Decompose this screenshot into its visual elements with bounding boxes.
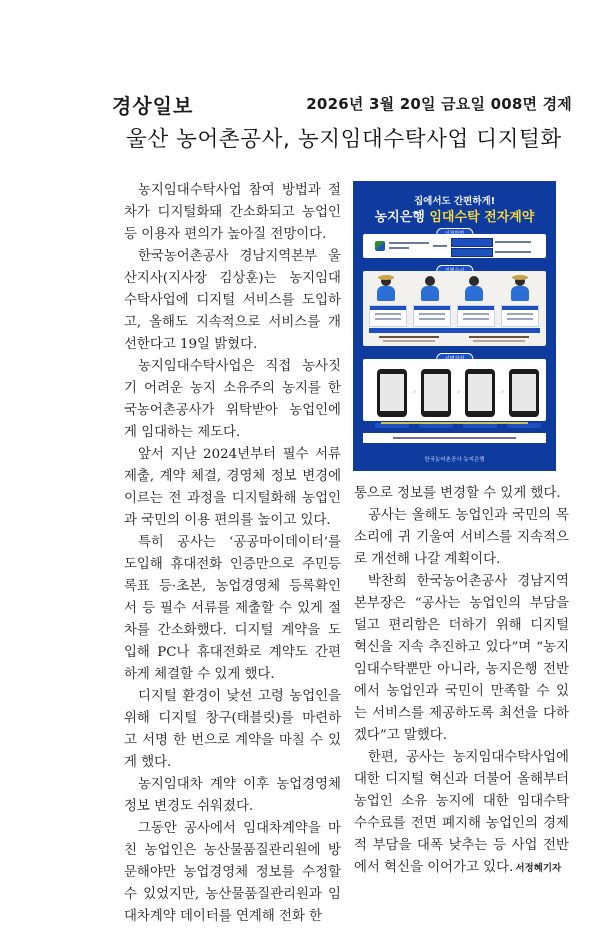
article-line: 한편, 공사는 농지임대수탁사업에	[368, 750, 569, 765]
article-line: 통으로 정보를 변경할 수 있게 했다.	[354, 486, 561, 501]
article-line: 정보 변경도 쉬워졌다.	[124, 799, 254, 814]
article-line: 적 부담을 대폭 낮추는 등 사업 전반	[354, 838, 569, 853]
article-line: 국농어촌공사가 위탁받아 농업인에	[124, 403, 341, 418]
article-line: 차를 간소화했다. 디지털 계약을 도	[124, 623, 341, 638]
article-line: 수 있었지만, 농산물품질관리원과 임	[124, 887, 341, 902]
phone-screenshot	[509, 369, 539, 417]
article-line: 박찬희 한국농어촌공사 경남지역	[368, 574, 569, 589]
article-line: 위해 디지털 창구(태블릿)를 마련하	[124, 711, 341, 726]
staff-illustration	[463, 276, 485, 302]
chevron-right-icon: ›	[457, 387, 461, 396]
dateline: 2026년 3월 20일 금요일 008면 경제	[306, 95, 572, 113]
article-paragraph	[124, 774, 341, 818]
article-image-poster	[353, 181, 556, 471]
phone-screenshot	[465, 369, 495, 417]
article-line: 농업인 소유 농지에 대한 임대수탁	[354, 794, 569, 809]
article-line: 혁신을 지속 추진하고 있다”며 “농지	[354, 640, 569, 655]
article-line: 문해야만 농업경영체 정보를 수정할	[124, 865, 341, 880]
poster-process-panel	[363, 271, 546, 346]
chevron-right-icon: ›	[501, 387, 505, 396]
article-headline: 울산 농어촌공사, 농지임대수탁사업 디지털화	[126, 127, 562, 152]
logo-icon	[375, 241, 385, 251]
article-line: 게 했다.	[124, 755, 172, 770]
article-line: 고, 올해도 지속적으로 서비스를 개	[124, 315, 341, 330]
article-line: 서 등 필수 서류를 제출할 수 있게 절	[124, 601, 341, 616]
article-line: 농지임대차 계약 이후 농업경영체	[138, 777, 341, 792]
phone-screenshot	[421, 369, 451, 417]
article-line: 선한다고 19일 밝혔다.	[124, 337, 258, 352]
article-paragraph	[124, 356, 341, 444]
article-line: 디지털 환경이 낯선 고령 농업인을	[138, 689, 341, 704]
article-paragraph	[354, 483, 569, 505]
article-line: 에서 혁신을 이어가고 있다.	[354, 860, 514, 875]
article-line: 이르는 전 과정을 디지털화해 농업인	[124, 491, 341, 506]
phone-screenshot	[377, 369, 407, 417]
article-line: 차가 디지털화돼 간소화되고 농업인	[124, 205, 341, 220]
article-paragraph	[354, 571, 569, 747]
article-line: 친 농업인은 농산물품질관리원에 방	[124, 843, 341, 858]
article-line: 수탁사업에 디지털 서비스를 도입하	[124, 293, 341, 308]
article-line: 농지임대수탁사업은 직접 농사짓	[138, 359, 341, 374]
poster-apply-panel	[363, 234, 546, 258]
poster-subtitle: 집에서도 간편하게!	[413, 196, 496, 207]
newspaper-name: 경상일보	[112, 94, 194, 118]
article-line: 수수료를 전면 폐지해 농업인의 경제	[354, 816, 569, 831]
article-line: 고 서명 한 번으로 계약을 마칠 수 있	[124, 733, 341, 748]
farmer-illustration	[375, 276, 397, 302]
article-line: 게 임대하는 제도다.	[124, 425, 241, 440]
article-line: 대차계약 데이터를 연계해 전화 한	[124, 909, 323, 924]
article-line: 본부장은 “공사는 농업인의 부담을	[354, 596, 569, 611]
masthead	[112, 90, 572, 118]
article-paragraph	[124, 444, 341, 532]
article-line: 앞서 지난 2024년부터 필수 서류	[138, 447, 341, 462]
article-line: 농지임대수탁사업 참여 방법과 절	[138, 183, 341, 198]
poster-signing-panel	[363, 359, 546, 421]
article-line: 기 어려운 농지 소유주의 농지를 한	[124, 381, 341, 396]
article-line: 산지사(지사장 김상훈)는 농지임대	[124, 271, 341, 286]
farmer-illustration	[509, 276, 531, 302]
article-line: 입해 PC나 휴대전화로 계약도 간편	[124, 645, 341, 660]
article-line: 대한 디지털 혁신과 더불어 올해부터	[354, 772, 569, 787]
article-paragraph	[354, 747, 569, 880]
article-paragraph	[124, 686, 341, 774]
article-line: 임대수탁뿐만 아니라, 농지은행 전반	[354, 662, 569, 677]
article-body-right-column	[354, 483, 569, 880]
poster-notice	[363, 433, 546, 443]
article-line: 는 서비스를 제공하도록 최선을 다하	[354, 706, 569, 721]
article-line: 그동안 공사에서 임대차계약을 마	[138, 821, 341, 836]
article-paragraph	[124, 532, 341, 686]
article-line: 한국농어촌공사 경남지역본부 울	[138, 249, 341, 264]
article-line: 과 국민의 이용 편의를 높이고 있다.	[124, 513, 331, 528]
poster-title: 농지은행 임대수탁 전자계약	[374, 210, 535, 225]
byline: 서정혜기자	[515, 863, 562, 874]
article-line: 도입해 휴대전화 인증만으로 주민등	[124, 557, 341, 572]
article-line: 공사는 올해도 농업인과 국민의 목	[368, 508, 569, 523]
article-line: 소리에 귀 기울여 서비스를 지속적으	[354, 530, 569, 545]
article-paragraph	[124, 246, 341, 356]
article-line: 덜고 편리함은 더하기 위해 디지털	[354, 618, 569, 633]
article-line: 제출, 계약 체결, 경영체 정보 변경에	[124, 469, 341, 484]
article-paragraph	[124, 180, 341, 246]
article-body-left-column	[124, 180, 341, 928]
article-paragraph	[354, 505, 569, 571]
chevron-right-icon: ›	[413, 387, 417, 396]
article-line: 로 개선해 나갈 계획이다.	[354, 552, 501, 567]
poster-footer: 한국농어촌공사 농지은행	[424, 457, 485, 463]
article-line: 겠다”고 말했다.	[354, 728, 447, 743]
article-line: 록표 등·초본, 농업경영체 등록확인	[124, 579, 341, 594]
article-line: 에서 농업인과 국민이 만족할 수 있	[354, 684, 569, 699]
article-line: 특히 공사는 ‘공공마이데이터’를	[138, 535, 341, 550]
article-line: 등 이용자 편의가 높아질 전망이다.	[124, 227, 327, 242]
article-line: 하게 체결할 수 있게 했다.	[124, 667, 275, 682]
article-paragraph	[124, 818, 341, 928]
staff-illustration	[419, 276, 441, 302]
